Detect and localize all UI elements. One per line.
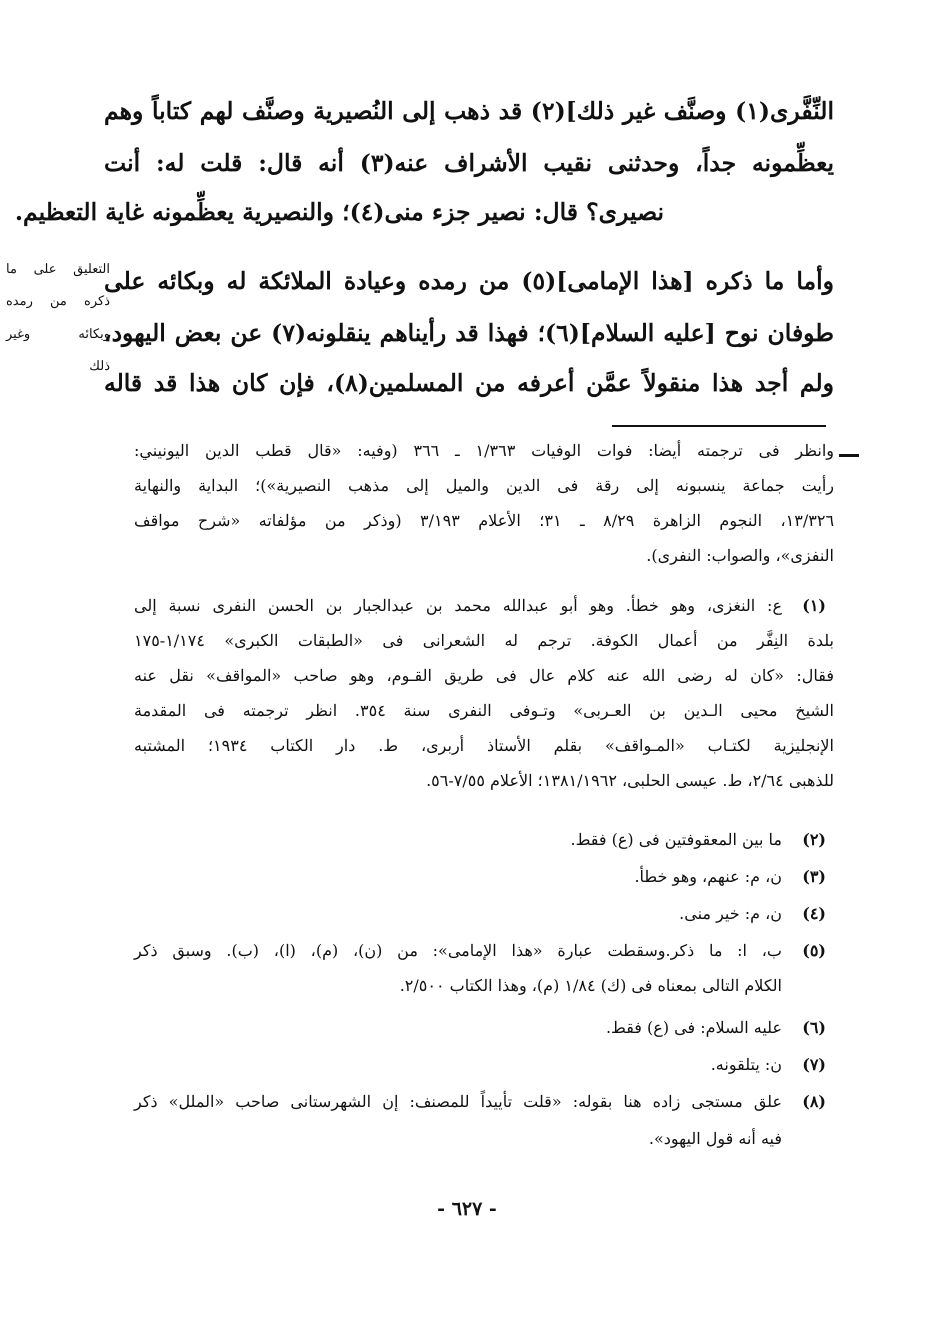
footnote-number: (٦) bbox=[802, 1018, 826, 1037]
footnote-line: النفزى»، والصواب: النفرى). bbox=[646, 546, 834, 565]
footnote-line: فيه أنه قول اليهود». bbox=[648, 1129, 782, 1148]
main-text-line: طوفان نوح [عليه السلام](٦)؛ فهذا قد رأيناهم ينقلونه(٧) عن بعض اليهود، bbox=[104, 319, 835, 347]
footnote-number: (٧) bbox=[802, 1055, 826, 1074]
footnote-line: الكلام التالى بمعناه فى (ك) ١/٨٤ (م)، وهذا الكتاب ٢/٥٠٠. bbox=[399, 976, 782, 995]
footnote-line: علق مستجى زاده هنا بقوله: «قلت تأييداً للمصنف: إن الشهرستانى صاحب «الملل» ذكر bbox=[134, 1092, 782, 1111]
footnote-line: للذهبى ٢/٦٤، ط. عيسى الحلبى، ١٣٨١/١٩٦٢؛ الأعلام ٧/٥٥-٥٦. bbox=[426, 771, 834, 790]
footnote-line: ب، ا: ما ذكر.وسقطت عبارة «هذا الإمامى»: من (ن)، (م)، (ا)، (ب). وسبق ذكر bbox=[134, 941, 782, 960]
main-text-line: وأما ما ذكره [هذا الإمامى](٥) من رمده وعيادة الملائكة له وبكائه على bbox=[104, 267, 835, 295]
footnote-number: (٢) bbox=[802, 830, 826, 849]
margin-note-line: ذكره من رمده bbox=[6, 294, 110, 309]
margin-note-line: ذلك bbox=[89, 359, 110, 374]
footnote-line: بلدة النِفَّر من أعمال الكوفة. ترجم له الشعرانى فى «الطبقات الكبرى» ١/١٧٤-١٧٥ bbox=[134, 631, 834, 650]
footnote-line: ن، م: عنهم، وهو خطأ. bbox=[634, 867, 782, 886]
footnote-line: ١٣/٣٢٦، النجوم الزاهرة ٨/٢٩ ـ ٣١؛ الأعلام ٣/١٩٣ (وذكر من مؤلفاته «شرح مواقف bbox=[134, 511, 835, 530]
footnote-line: ن: يتلقونه. bbox=[710, 1055, 782, 1074]
footnote-separator bbox=[612, 425, 826, 427]
margin-note-line: التعليق على ما bbox=[6, 262, 110, 277]
footnote-line: فقال: «كان له رضى الله عنه كلام عال فى طريق القـوم، وهو صاحب «المواقف» نقل عنه bbox=[134, 666, 835, 685]
margin-dash bbox=[839, 454, 859, 457]
page-number: - ٦٢٧ - bbox=[437, 1198, 497, 1220]
main-text-line: يعظِّمونه جداً، وحدثنى نقيب الأشراف عنه(٣) أنه قال: قلت له: أنت bbox=[104, 149, 834, 177]
footnote-line: الشيخ محيى الـدين بن العـربى» وتـوفى النفرى سنة ٣٥٤. انظر ترجمته فى المقدمة bbox=[134, 701, 834, 720]
footnote-line: ما بين المعقوفتين فى (ع) فقط. bbox=[570, 830, 782, 849]
footnote-line: ن، م: خير منى. bbox=[679, 904, 782, 923]
footnote-number: (٥) bbox=[802, 941, 826, 960]
footnote-number: (٨) bbox=[802, 1092, 826, 1111]
main-text-line: النِّفَّرى(١) وصنَّف غير ذلك](٢) قد ذهب إلى النُصيرية وصنَّف لهم كتاباً وهم bbox=[104, 97, 834, 125]
footnote-line: وانظر فى ترجمته أيضا: فوات الوفيات ١/٣٦٣ ـ ٣٦٦ (وفيه: «قال قطب الدين اليونيني: bbox=[134, 441, 834, 460]
main-text-line: نصيرى؟ قال: نصير جزء منى(٤)؛ والنصيرية يعظِّمونه غاية التعظيم. bbox=[14, 198, 664, 226]
footnote-line: ع: النغزى، وهو خطأ. وهو أبو عبدالله محمد بن عبدالجبار بن الحسن النفرى نسبة إلى bbox=[134, 596, 782, 615]
margin-note-line: وبكائه وغير bbox=[6, 327, 110, 342]
footnote-number: (٣) bbox=[802, 867, 826, 886]
footnote-line: عليه السلام: فى (ع) فقط. bbox=[605, 1018, 782, 1037]
main-text-line: ولم أجد هذا منقولاً عمَّن أعرفه من المسلمين(٨)، فإن كان هذا قد قاله bbox=[104, 369, 834, 397]
footnote-number: (١) bbox=[802, 596, 826, 615]
footnote-line: رأيت جماعة ينسبونه إلى رقة فى الدين والميل إلى مذهب النصيرية»)؛ البداية والنهاية bbox=[134, 476, 834, 495]
footnote-number: (٤) bbox=[802, 904, 826, 923]
footnote-line: الإنجليزية لكتـاب «المـواقف» بقلم الأستاذ أربرى، ط. دار الكتاب ١٩٣٤؛ المشتبه bbox=[134, 736, 834, 755]
